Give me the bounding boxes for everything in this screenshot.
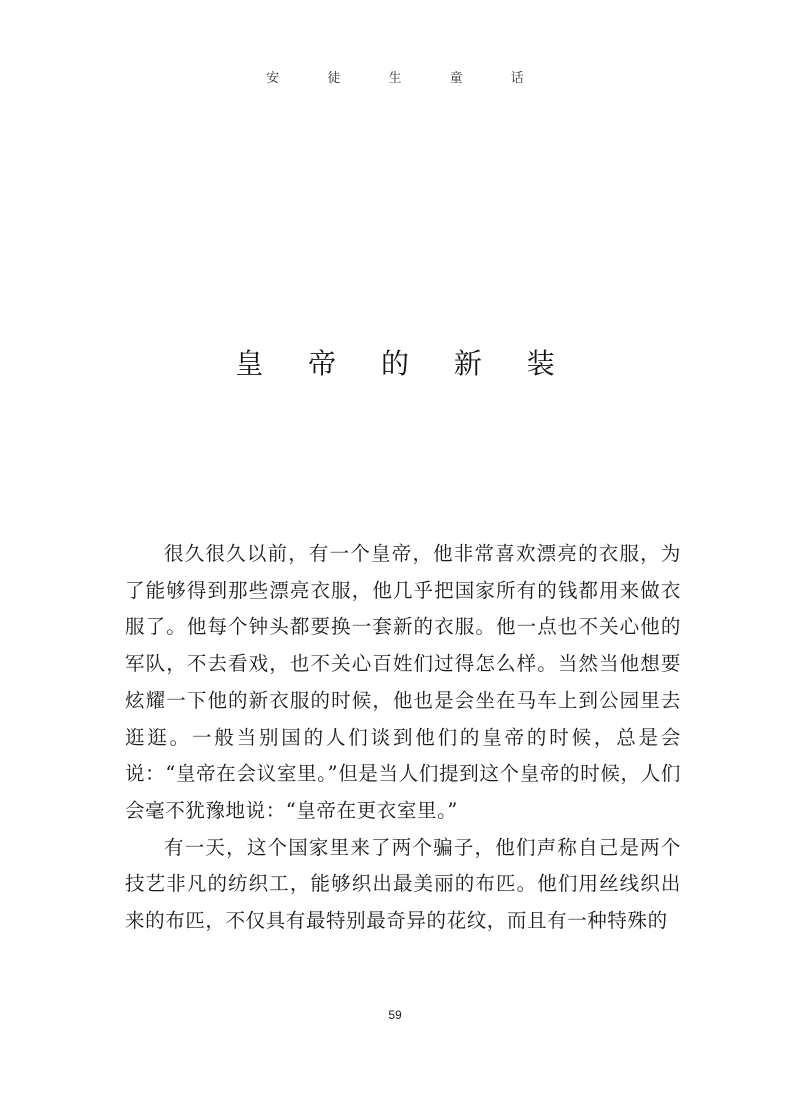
running-header: 安 徒 生 童 话 xyxy=(266,71,546,86)
paragraph: 有一天，这个国家里来了两个骗子，他们声称自己是两个技艺非凡的纺织工，能够织出最美丽的布匹。他们用丝线织出来的布匹，不仅具有最特别最奇异的花纹，而且有一种特殊的 xyxy=(125,835,681,933)
paragraph: 很久很久以前，有一个皇帝，他非常喜欢漂亮的衣服，为了能够得到那些漂亮衣服，他几乎把国家所有的钱都用来做衣服了。他每个钟头都要换一套新的衣服。他一点也不关心他的军队，不去看戏，也不关心百姓们过得怎么样。当然当他想要炫耀一下他的新衣服的时候，他也是会坐在马车上到公园里去逛逛。一般当别国的人们谈到他们的皇帝的时候，总是会说：“皇帝在会议室里。”但是当人们提到这个皇帝的时候，人们会毫不犹豫地说：“皇帝在更衣室里。” xyxy=(125,542,681,822)
body-text xyxy=(125,536,681,940)
chapter-title: 皇 帝 的 新 装 xyxy=(235,347,573,380)
page-number: 59 xyxy=(388,1008,402,1022)
